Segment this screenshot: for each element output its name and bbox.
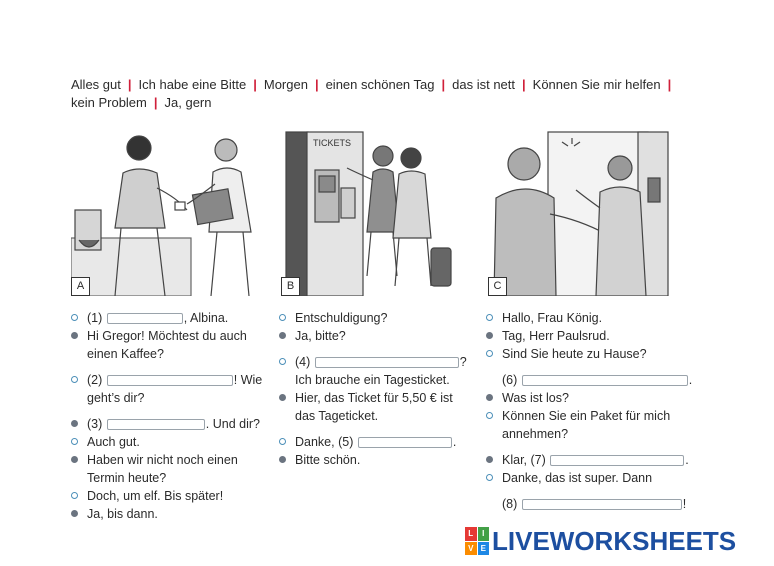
- filled-dot-icon: [279, 456, 286, 463]
- separator: |: [667, 77, 672, 92]
- filled-dot-icon: [71, 420, 78, 427]
- dialogue-line: Hallo, Frau König.: [486, 309, 706, 327]
- dialogue-line: (8) !: [502, 497, 687, 511]
- answer-blank-6[interactable]: [522, 375, 688, 386]
- dialogue-line: Hier, das Ticket für 5,50 € ist das Tageticket.: [279, 389, 479, 425]
- separator: |: [441, 77, 446, 92]
- answer-blank-3[interactable]: [107, 419, 205, 430]
- dialogue-b: [279, 309, 479, 469]
- open-dot-icon: [71, 376, 78, 383]
- ticket-machine-scene-icon: [281, 128, 466, 296]
- dialogue-a: [71, 309, 271, 523]
- separator: |: [253, 77, 257, 92]
- dialogue-line: (6) .: [502, 373, 693, 387]
- dialogue-line: (1) , Albina.: [71, 309, 271, 327]
- open-dot-icon: [486, 474, 493, 481]
- word-bank-item: kein Problem: [71, 95, 147, 110]
- doorway-scene-icon: [488, 128, 673, 296]
- separator: |: [153, 95, 158, 110]
- dialogue-line: Bitte schön.: [279, 451, 479, 469]
- answer-blank-7[interactable]: [550, 455, 684, 466]
- word-bank-item: das ist nett: [452, 77, 516, 92]
- open-dot-icon: [71, 492, 78, 499]
- word-bank-item: Alles gut: [71, 77, 121, 92]
- word-bank-item: Ja, gern: [164, 95, 212, 110]
- dialogue-line: Danke, (5) .: [279, 433, 479, 451]
- separator: |: [127, 77, 132, 92]
- filled-dot-icon: [486, 394, 493, 401]
- filled-dot-icon: [71, 332, 78, 339]
- panel-label: A: [71, 277, 90, 296]
- dialogue-line: Haben wir nicht noch einen Termin heute?: [71, 451, 271, 487]
- liveworksheets-logo[interactable]: [465, 525, 736, 557]
- open-dot-icon: [486, 350, 493, 357]
- filled-dot-icon: [71, 510, 78, 517]
- live-cube-icon: L I V E: [465, 527, 489, 555]
- panel-c: [488, 128, 673, 296]
- dialogue-c: [486, 309, 706, 513]
- dialogue-line: (2) ! Wie geht’s dir?: [71, 371, 271, 407]
- dialogue-line: Entschuldigung?: [279, 309, 479, 327]
- filled-dot-icon: [486, 332, 493, 339]
- svg-text:TICKETS: TICKETS: [313, 138, 352, 148]
- answer-blank-2[interactable]: [107, 375, 233, 386]
- open-dot-icon: [486, 412, 493, 419]
- dialogue-line: Doch, um elf. Bis später!: [71, 487, 271, 505]
- word-bank: [71, 76, 711, 112]
- panel-b: [281, 128, 466, 296]
- logo-text: LIVEWORKSHEETS: [492, 525, 737, 556]
- word-bank-item: Ich habe eine Bitte: [138, 77, 247, 92]
- dialogue-line: Ja, bitte?: [279, 327, 479, 345]
- open-dot-icon: [486, 314, 493, 321]
- dialogue-line: (3) . Und dir?: [71, 415, 271, 433]
- separator: |: [314, 77, 319, 92]
- dialogue-line: Hi Gregor! Möchtest du auch einen Kaffee?: [71, 327, 271, 363]
- filled-dot-icon: [279, 394, 286, 401]
- separator: |: [522, 77, 526, 92]
- open-dot-icon: [279, 438, 286, 445]
- answer-blank-8[interactable]: [522, 499, 682, 510]
- dialogue-line: Danke, das ist super. Dann: [486, 469, 706, 487]
- dialogue-line: Klar, (7) .: [486, 451, 706, 469]
- word-bank-item: Können Sie mir helfen: [532, 77, 661, 92]
- answer-blank-5[interactable]: [358, 437, 452, 448]
- answer-blank-1[interactable]: [107, 313, 183, 324]
- panel-label: B: [281, 277, 300, 296]
- dialogue-line: Was ist los?: [486, 389, 706, 407]
- filled-dot-icon: [486, 456, 493, 463]
- coffee-scene-icon: [71, 128, 256, 296]
- dialogue-line: Tag, Herr Paulsrud.: [486, 327, 706, 345]
- panel-a: [71, 128, 256, 296]
- dialogue-line: Auch gut.: [71, 433, 271, 451]
- panel-label: C: [488, 277, 507, 296]
- dialogue-line: (4) ? Ich brauche ein Tagesticket.: [279, 353, 479, 389]
- filled-dot-icon: [71, 456, 78, 463]
- dialogue-line: Können Sie ein Paket für mich annehmen?: [486, 407, 706, 443]
- filled-dot-icon: [279, 332, 286, 339]
- word-bank-item: einen schönen Tag: [325, 77, 435, 92]
- open-dot-icon: [279, 358, 286, 365]
- open-dot-icon: [279, 314, 286, 321]
- word-bank-item: Morgen: [263, 77, 308, 92]
- open-dot-icon: [71, 314, 78, 321]
- dialogue-line: Sind Sie heute zu Hause?: [486, 345, 706, 363]
- open-dot-icon: [71, 438, 78, 445]
- answer-blank-4[interactable]: [315, 357, 459, 368]
- dialogue-line: Ja, bis dann.: [71, 505, 271, 523]
